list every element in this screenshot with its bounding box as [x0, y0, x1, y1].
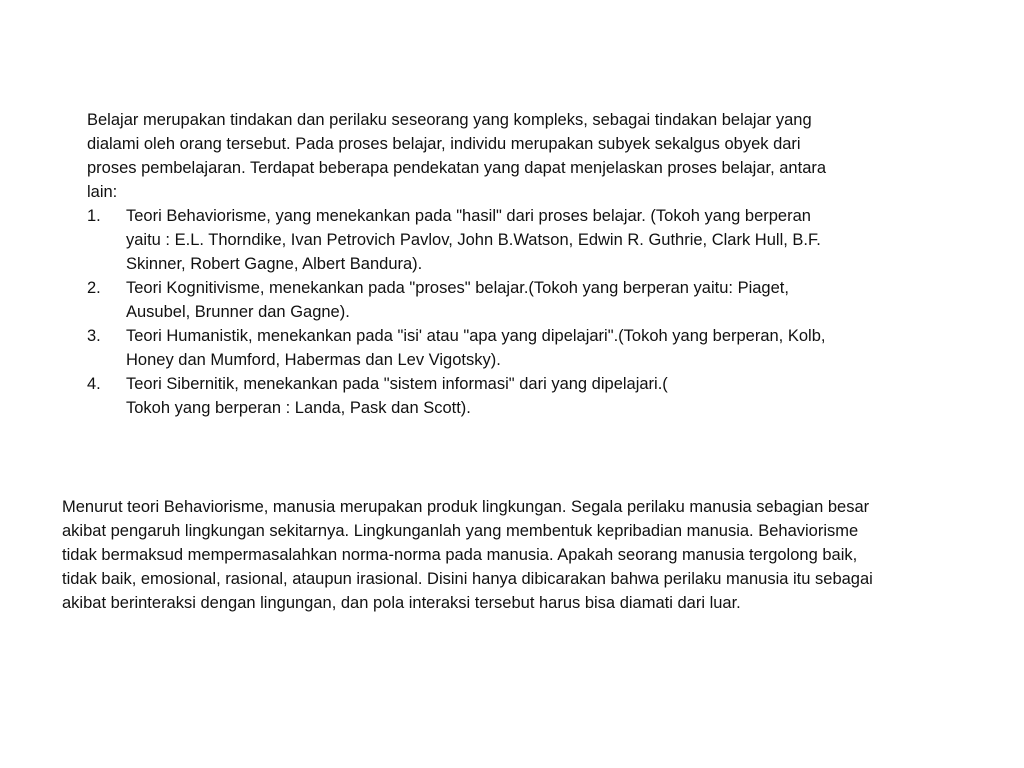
- paragraph-line: tidak baik, emosional, rasional, ataupun irasional. Disini hanya dibicarakan bahwa perilaku manusia itu sebagai: [62, 570, 873, 588]
- theory-item-behaviorism: [87, 204, 917, 276]
- list-item-line: Ausubel, Brunner dan Gagne).: [126, 303, 350, 321]
- list-item-line: Honey dan Mumford, Habermas dan Lev Vigotsky).: [126, 351, 501, 369]
- list-item-line: Teori Kognitivisme, menekankan pada "proses" belajar.(Tokoh yang berperan yaitu: Piaget,: [126, 279, 789, 297]
- list-number: 3.: [87, 327, 101, 345]
- intro-paragraph: [87, 108, 917, 204]
- list-item-line: Skinner, Robert Gagne, Albert Bandura).: [126, 255, 423, 273]
- list-item-line: Teori Sibernitik, menekankan pada "sistem informasi" dari yang dipelajari.(: [126, 375, 668, 393]
- theory-item-cognitivism: [87, 276, 917, 324]
- intro-line: Belajar merupakan tindakan dan perilaku seseorang yang kompleks, sebagai tindakan belajar yang: [87, 111, 812, 129]
- paragraph-line: akibat berinteraksi dengan lingungan, dan pola interaksi tersebut harus bisa diamati dari luar.: [62, 594, 741, 612]
- theory-item-cybernetic: [87, 372, 917, 420]
- paragraph-line: tidak bermaksud mempermasalahkan norma-norma pada manusia. Apakah seorang manusia tergolong baik,: [62, 546, 858, 564]
- list-item-line: yaitu : E.L. Thorndike, Ivan Petrovich Pavlov, John B.Watson, Edwin R. Guthrie, Clark Hull, B.F.: [126, 231, 821, 249]
- list-item-line: Teori Behaviorisme, yang menekankan pada "hasil" dari proses belajar. (Tokoh yang berperan: [126, 207, 811, 225]
- list-item-line: Teori Humanistik, menekankan pada "isi' atau "apa yang dipelajari".(Tokoh yang berperan, Kolb,: [126, 327, 826, 345]
- paragraph-line: akibat pengaruh lingkungan sekitarnya. Lingkunganlah yang membentuk kepribadian manusia. Behaviorisme: [62, 522, 859, 540]
- intro-line: dialami oleh orang tersebut. Pada proses belajar, individu merupakan subyek sekalgus obyek dari: [87, 135, 801, 153]
- list-number: 4.: [87, 375, 101, 393]
- intro-line: lain:: [87, 183, 118, 201]
- learning-theories-textbox: [87, 108, 917, 420]
- list-item-line: Tokoh yang berperan : Landa, Pask dan Scott).: [126, 399, 471, 417]
- theory-item-humanistic: [87, 324, 917, 372]
- list-number: 2.: [87, 279, 101, 297]
- list-number: 1.: [87, 207, 101, 225]
- behaviorism-textbox: [62, 495, 967, 615]
- behaviorism-paragraph: [62, 495, 967, 615]
- paragraph-line: Menurut teori Behaviorisme, manusia merupakan produk lingkungan. Segala perilaku manusia sebagian besar: [62, 498, 870, 516]
- theories-list: [87, 204, 917, 420]
- intro-line: proses pembelajaran. Terdapat beberapa pendekatan yang dapat menjelaskan proses belajar, antara: [87, 159, 827, 177]
